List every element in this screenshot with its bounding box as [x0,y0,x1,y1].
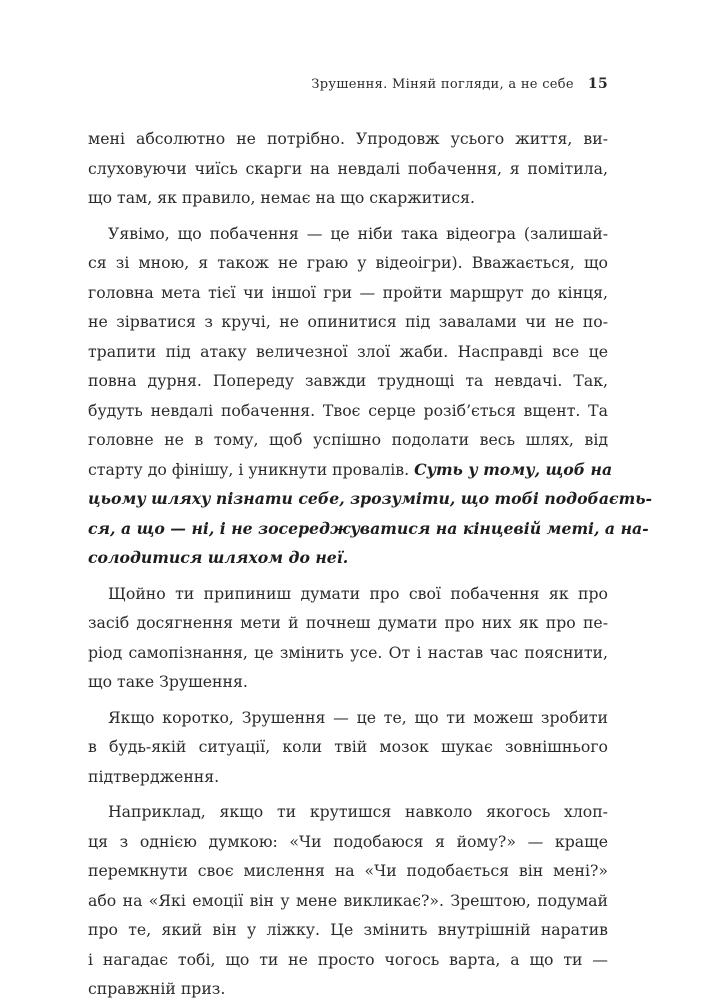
text-line: про те, який він у ліжку. Це змінить внутрішній наратив [88,920,608,939]
text-line: перемкнути своє мислення на «Чи подобається він мені?» [88,861,608,880]
text-line: Уявімо, що побачення — це ніби така відеогра (залишай- [108,223,608,243]
text-line: Щойно ти припиниш думати про свої побачення як про [108,583,608,603]
emphasis-line: цьому шляху пізнати себе, зрозуміти, що тобі подобаєть- [88,489,653,508]
text-line: слуховуючи чиїсь скарги на невдалі побачення, я помітила, [88,158,608,178]
emphasis-text: Суть у тому, щоб на [414,459,613,479]
text-line: не зірватися з кручі, не опинитися під завалами чи не по- [88,312,608,331]
text-line: головна мета тієї чи іншої гри — пройти маршрут до кінця, [88,282,608,302]
text-line: справжній приз. [88,979,226,998]
body-text [88,124,653,1004]
text-line: що таке Зрушення. [88,672,248,691]
text-line: або на «Які емоції він у мене викликає?». Зрештою, подумай [88,890,608,910]
text-line-mixed [88,455,613,485]
text-line: засіб досягнення мети й почнеш думати про них як про пе- [88,613,608,632]
text-line: головне не в тому, щоб успішно подолати весь шлях, від [88,430,608,449]
text-line: трапити під атаку величезної злої жаби. Насправді все це [88,341,608,361]
text-line: ця з однією думкою: «Чи подобаюся я йому?» — краще [88,831,608,851]
chapter-title: Зрушення. Міняй погляди, а не себе [311,77,574,92]
text-line: підтвердження. [88,766,220,786]
emphasis-line: ся, а що — ні, і не зосереджуватися на кінцевій меті, а на- [88,518,649,538]
text-segment: старту до фінішу, і уникнути провалів. [88,459,410,479]
text-line: мені абсолютно не потрібно. Упродовж усього життя, ви- [88,129,608,148]
text-line: Якщо коротко, Зрушення — це те, що ти можеш зробити [108,707,608,727]
text-line: будуть невдалі побачення. Твоє серце розіб’ється вщент. Та [88,400,608,420]
text-line: і нагадає тобі, що ти не просто чогось варта, а що ти — [88,949,608,969]
emphasis-line: солодитися шляхом до неї. [88,548,349,567]
text-line: в будь-якій ситуації, коли твій мозок шукає зовнішнього [88,737,608,756]
text-line: повна дурня. Попереду завжди труднощі та невдачі. Так, [88,371,608,390]
text-line: ся зі мною, я також не граю у відеоігри). Вважається, що [88,253,608,272]
page-number: 15 [587,76,608,92]
text-line: ріод самопізнання, це змінить усе. От і настав час пояснити, [88,642,608,662]
running-header [311,76,608,92]
text-line: що там, як правило, немає на що скаржитися. [88,188,475,207]
text-line: Наприклад, якщо ти крутишся навколо якогось хлоп- [108,802,608,821]
